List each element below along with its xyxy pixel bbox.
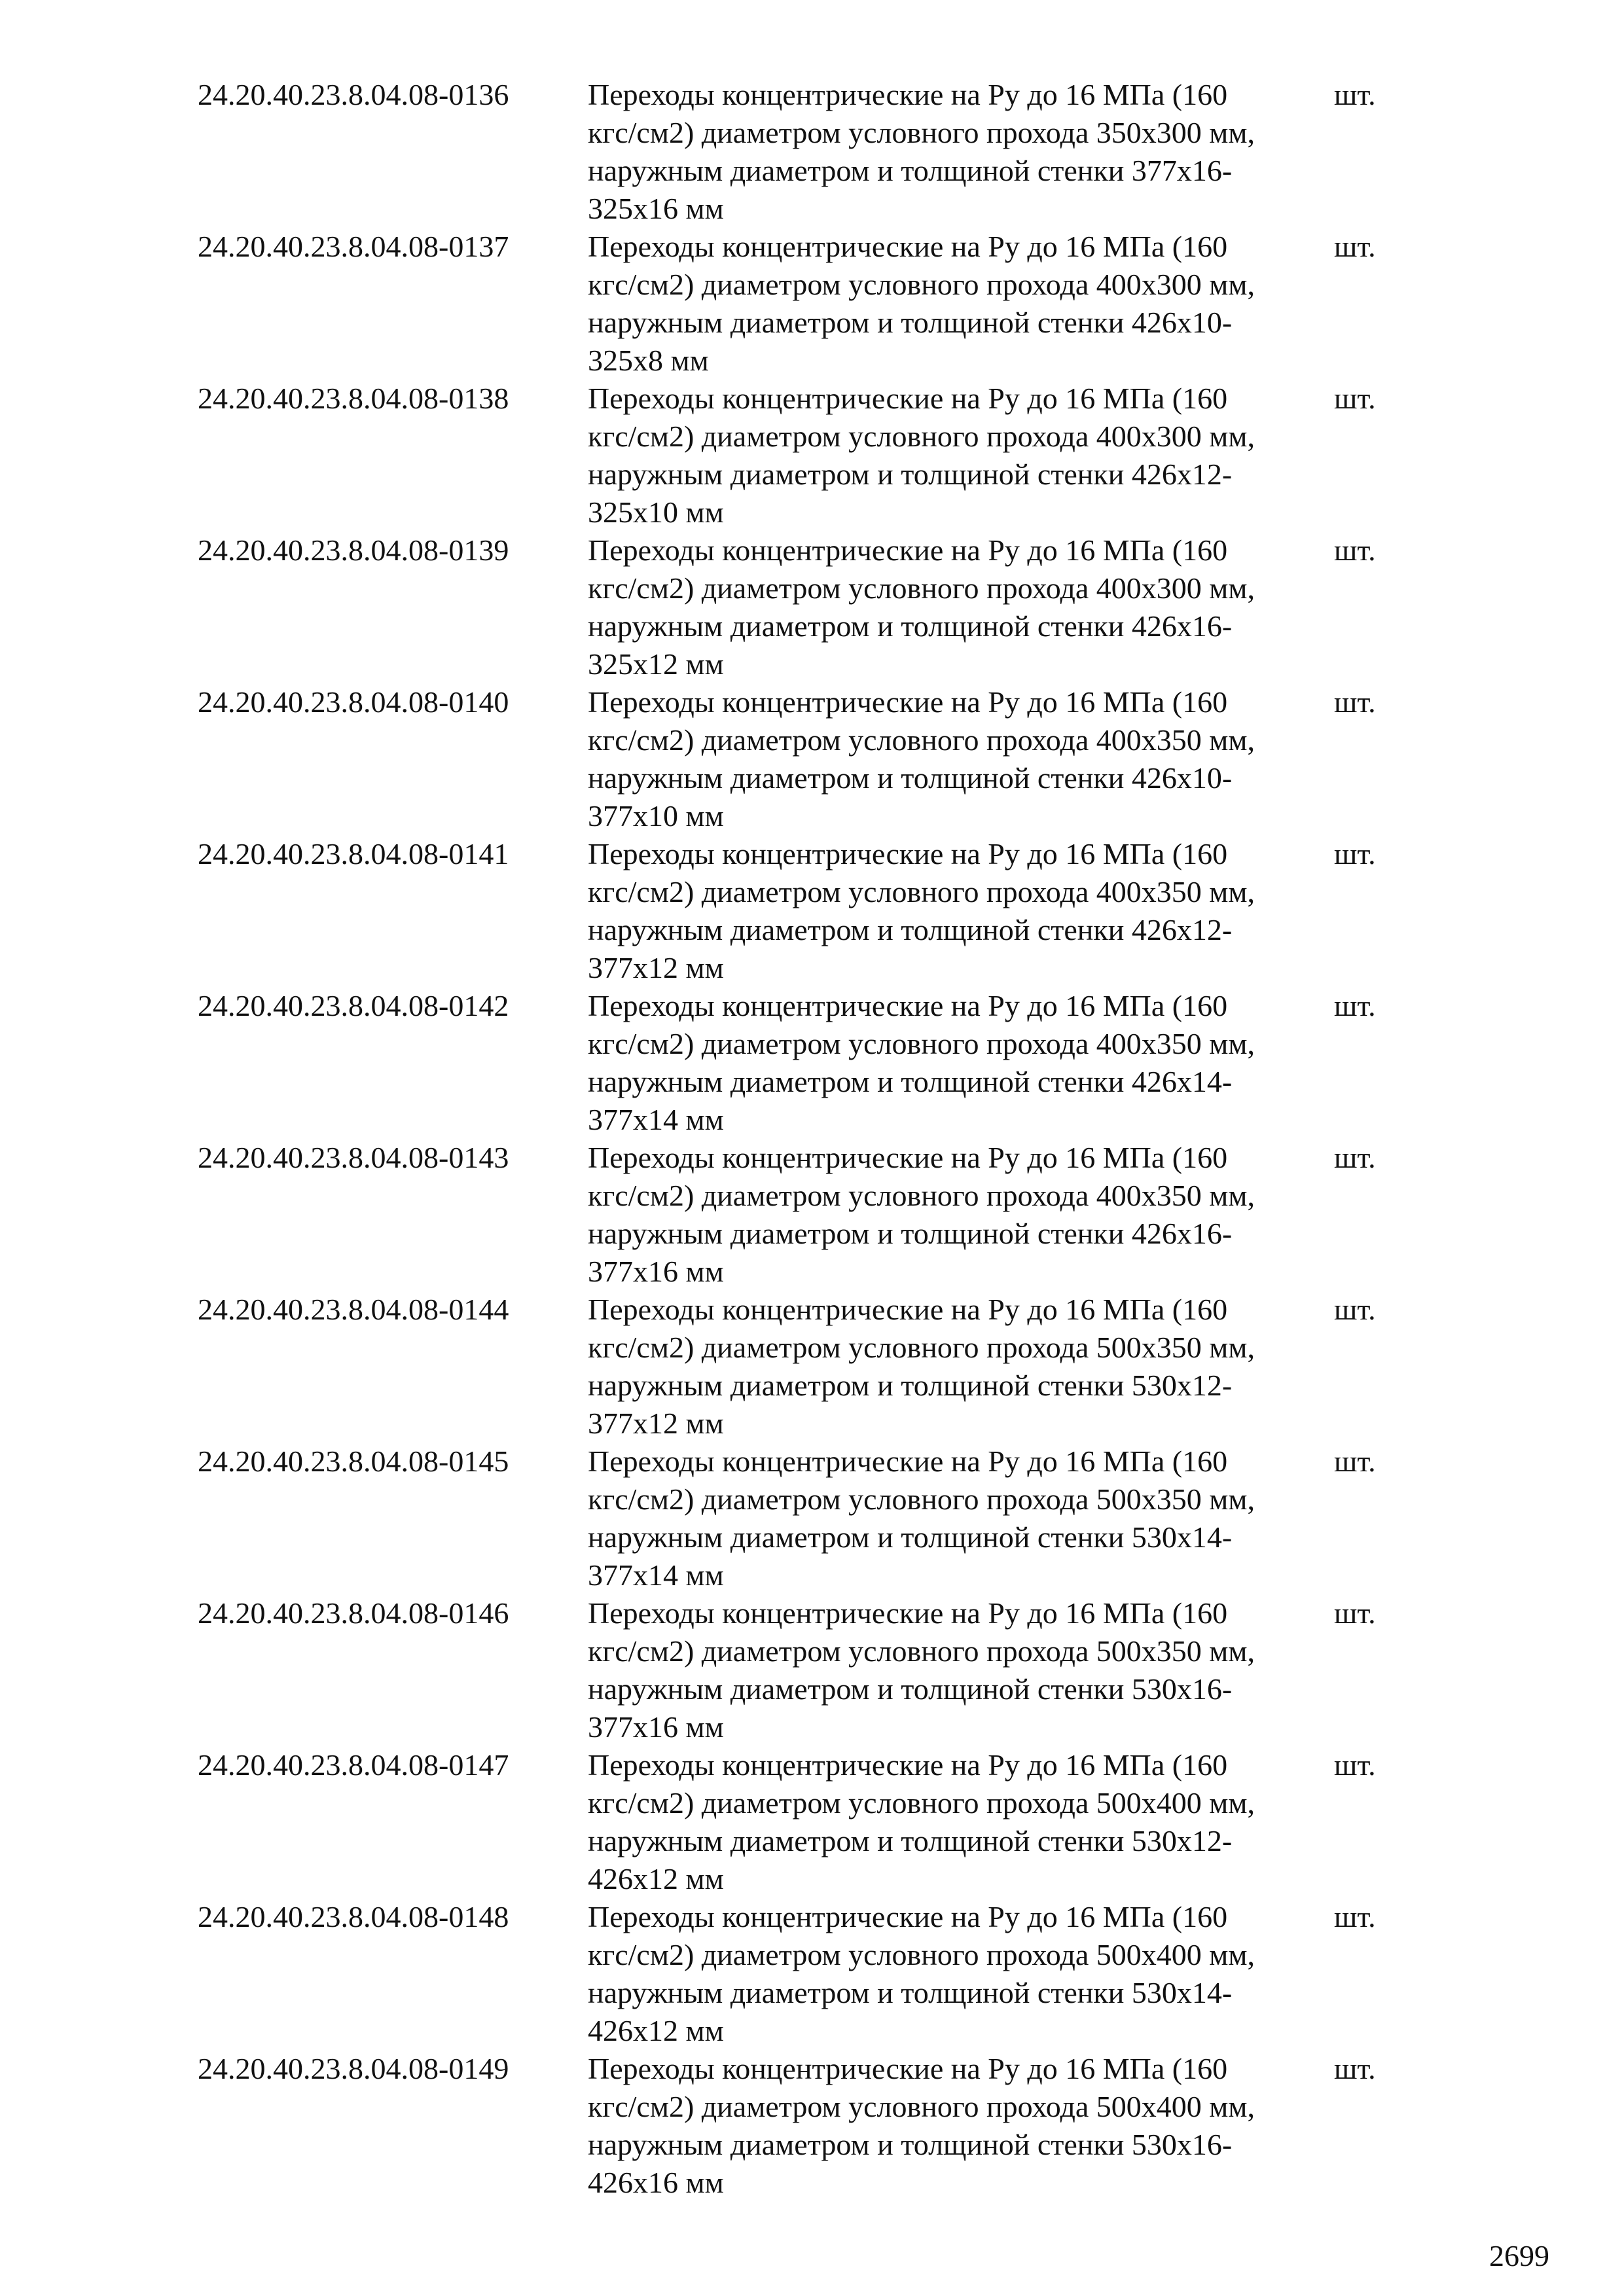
item-description-line: Переходы концентрические на Ру до 16 МПа (160 xyxy=(588,2052,1228,2085)
item-description-line: наружным диаметром и толщиной стенки 530х16- xyxy=(588,2128,1233,2161)
item-description-line: 377х14 мм xyxy=(588,1558,724,1592)
item-unit: шт. xyxy=(1334,2052,1376,2085)
item-description-line: 377х12 мм xyxy=(588,951,724,984)
list-item xyxy=(198,1898,1441,2050)
item-description-line: наружным диаметром и толщиной стенки 530х12- xyxy=(588,1824,1233,1857)
item-description-line: Переходы концентрические на Ру до 16 МПа (160 xyxy=(588,533,1228,567)
item-code: 24.20.40.23.8.04.08-0145 xyxy=(198,1444,509,1478)
item-code: 24.20.40.23.8.04.08-0147 xyxy=(198,1748,509,1782)
item-description xyxy=(588,1291,1327,1443)
item-code: 24.20.40.23.8.04.08-0137 xyxy=(198,230,509,263)
item-description-line: Переходы концентрические на Ру до 16 МПа (160 xyxy=(588,1748,1228,1782)
item-description-line: кгс/см2) диаметром условного прохода 400х350 мм, xyxy=(588,723,1255,757)
item-description-line: кгс/см2) диаметром условного прохода 500х350 мм, xyxy=(588,1331,1255,1364)
item-description-line: Переходы концентрические на Ру до 16 МПа (160 xyxy=(588,837,1228,870)
item-description-line: наружным диаметром и толщиной стенки 530х16- xyxy=(588,1672,1233,1706)
item-description-line: наружным диаметром и толщиной стенки 426х10- xyxy=(588,761,1233,795)
item-code: 24.20.40.23.8.04.08-0146 xyxy=(198,1596,509,1630)
list-item xyxy=(198,2050,1441,2202)
item-description-line: кгс/см2) диаметром условного прохода 400х300 мм, xyxy=(588,420,1255,453)
item-description xyxy=(588,835,1327,987)
item-description-line: наружным диаметром и толщиной стенки 426х16- xyxy=(588,1217,1233,1250)
list-item xyxy=(198,987,1441,1139)
item-description-line: кгс/см2) диаметром условного прохода 400х350 мм, xyxy=(588,1027,1255,1060)
item-unit: шт. xyxy=(1334,1596,1376,1630)
item-description-line: Переходы концентрические на Ру до 16 МПа (160 xyxy=(588,382,1228,415)
list-item xyxy=(198,835,1441,987)
item-description-line: Переходы концентрические на Ру до 16 МПа (160 xyxy=(588,989,1228,1022)
item-description-line: Переходы концентрические на Ру до 16 МПа (160 xyxy=(588,1596,1228,1630)
item-unit: шт. xyxy=(1334,1748,1376,1782)
item-description-line: кгс/см2) диаметром условного прохода 500х350 мм, xyxy=(588,1634,1255,1668)
item-description xyxy=(588,2050,1327,2202)
item-description-line: кгс/см2) диаметром условного прохода 500х400 мм, xyxy=(588,2090,1255,2123)
list-item xyxy=(198,531,1441,683)
item-unit: шт. xyxy=(1334,78,1376,111)
item-description-line: Переходы концентрические на Ру до 16 МПа (160 xyxy=(588,78,1228,111)
item-description-line: кгс/см2) диаметром условного прохода 400х350 мм, xyxy=(588,1179,1255,1212)
item-description xyxy=(588,1594,1327,1746)
item-description xyxy=(588,531,1327,683)
item-description-line: 377х12 мм xyxy=(588,1407,724,1440)
item-code: 24.20.40.23.8.04.08-0142 xyxy=(198,989,509,1022)
item-description xyxy=(588,1139,1327,1291)
item-description-line: 426х12 мм xyxy=(588,2014,724,2047)
list-item xyxy=(198,76,1441,228)
item-description-line: наружным диаметром и толщиной стенки 426х16- xyxy=(588,609,1233,643)
item-description-line: 325х16 мм xyxy=(588,192,724,225)
item-description-line: кгс/см2) диаметром условного прохода 500х400 мм, xyxy=(588,1786,1255,1820)
item-unit: шт. xyxy=(1334,989,1376,1022)
item-description-line: кгс/см2) диаметром условного прохода 500х400 мм, xyxy=(588,1938,1255,1971)
item-description xyxy=(588,683,1327,835)
item-description-line: наружным диаметром и толщиной стенки 530х12- xyxy=(588,1369,1233,1402)
item-unit: шт. xyxy=(1334,382,1376,415)
item-description-line: Переходы концентрические на Ру до 16 МПа (160 xyxy=(588,1293,1228,1326)
item-code: 24.20.40.23.8.04.08-0148 xyxy=(198,1900,509,1933)
item-description xyxy=(588,228,1327,380)
entries-list xyxy=(198,76,1441,2202)
item-description xyxy=(588,987,1327,1139)
item-code: 24.20.40.23.8.04.08-0139 xyxy=(198,533,509,567)
item-description-line: 377х14 мм xyxy=(588,1103,724,1136)
list-item xyxy=(198,1594,1441,1746)
item-description-line: кгс/см2) диаметром условного прохода 400х300 мм, xyxy=(588,571,1255,605)
item-description xyxy=(588,1443,1327,1594)
item-description-line: 377х16 мм xyxy=(588,1710,724,1744)
item-unit: шт. xyxy=(1334,533,1376,567)
list-item xyxy=(198,1139,1441,1291)
item-description-line: кгс/см2) диаметром условного прохода 400х350 мм, xyxy=(588,875,1255,908)
list-item xyxy=(198,1291,1441,1443)
item-description-line: Переходы концентрические на Ру до 16 МПа (160 xyxy=(588,1444,1228,1478)
item-code: 24.20.40.23.8.04.08-0138 xyxy=(198,382,509,415)
item-description xyxy=(588,380,1327,531)
item-code: 24.20.40.23.8.04.08-0136 xyxy=(198,78,509,111)
item-description-line: 325х10 мм xyxy=(588,495,724,529)
item-code: 24.20.40.23.8.04.08-0140 xyxy=(198,685,509,719)
list-item xyxy=(198,1443,1441,1594)
item-description-line: Переходы концентрические на Ру до 16 МПа (160 xyxy=(588,685,1228,719)
item-description-line: Переходы концентрические на Ру до 16 МПа (160 xyxy=(588,1141,1228,1174)
item-unit: шт. xyxy=(1334,1444,1376,1478)
item-description-line: 426х12 мм xyxy=(588,1862,724,1895)
item-unit: шт. xyxy=(1334,1141,1376,1174)
item-description xyxy=(588,76,1327,228)
item-description xyxy=(588,1746,1327,1898)
item-description-line: 426х16 мм xyxy=(588,2166,724,2199)
page-number: 2699 xyxy=(1489,2239,1549,2272)
item-description-line: 377х10 мм xyxy=(588,799,724,833)
item-description-line: наружным диаметром и толщиной стенки 426х14- xyxy=(588,1065,1233,1098)
item-description-line: 377х16 мм xyxy=(588,1255,724,1288)
item-code: 24.20.40.23.8.04.08-0143 xyxy=(198,1141,509,1174)
item-description-line: 325х8 мм xyxy=(588,344,709,377)
item-code: 24.20.40.23.8.04.08-0149 xyxy=(198,2052,509,2085)
item-description-line: наружным диаметром и толщиной стенки 426х10- xyxy=(588,306,1233,339)
item-description-line: наружным диаметром и толщиной стенки 426х12- xyxy=(588,457,1233,491)
item-description-line: наружным диаметром и толщиной стенки 426х12- xyxy=(588,913,1233,946)
list-item xyxy=(198,683,1441,835)
item-code: 24.20.40.23.8.04.08-0141 xyxy=(198,837,509,870)
item-description-line: наружным диаметром и толщиной стенки 530х14- xyxy=(588,1520,1233,1554)
item-description xyxy=(588,1898,1327,2050)
item-unit: шт. xyxy=(1334,837,1376,870)
item-description-line: Переходы концентрические на Ру до 16 МПа (160 xyxy=(588,1900,1228,1933)
list-item xyxy=(198,380,1441,531)
item-description-line: Переходы концентрические на Ру до 16 МПа (160 xyxy=(588,230,1228,263)
item-description-line: кгс/см2) диаметром условного прохода 500х350 мм, xyxy=(588,1482,1255,1516)
item-unit: шт. xyxy=(1334,230,1376,263)
item-unit: шт. xyxy=(1334,1293,1376,1326)
item-code: 24.20.40.23.8.04.08-0144 xyxy=(198,1293,509,1326)
item-unit: шт. xyxy=(1334,685,1376,719)
item-description-line: 325х12 мм xyxy=(588,647,724,681)
item-description-line: наружным диаметром и толщиной стенки 377х16- xyxy=(588,154,1233,187)
list-item xyxy=(198,1746,1441,1898)
list-item xyxy=(198,228,1441,380)
item-unit: шт. xyxy=(1334,1900,1376,1933)
item-description-line: кгс/см2) диаметром условного прохода 400х300 мм, xyxy=(588,268,1255,301)
item-description-line: кгс/см2) диаметром условного прохода 350х300 мм, xyxy=(588,116,1255,149)
item-description-line: наружным диаметром и толщиной стенки 530х14- xyxy=(588,1976,1233,2009)
